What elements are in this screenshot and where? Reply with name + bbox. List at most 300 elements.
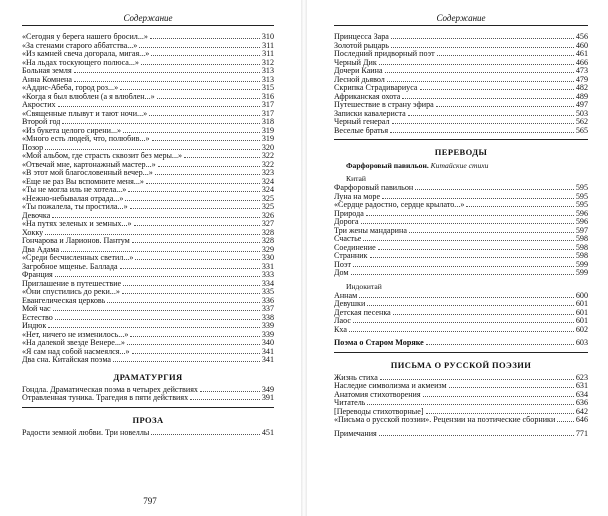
toc-entry [334,210,588,219]
dot-leader [151,55,260,56]
toc-entry-title: Последний придворный поэт [334,50,435,58]
toc-entry [334,76,588,85]
toc-entry [334,50,588,59]
toc-entry-title: «В этот мой благословенный вечер...» [22,169,153,177]
toc-entry-title: Странник [334,252,368,260]
toc-entry-page: 328 [261,236,274,245]
dot-leader [74,72,260,73]
toc-entry-title: Веселые братья [334,126,389,135]
toc-list [22,386,274,403]
toc-entry-page: 330 [261,253,274,262]
toc-entry [22,135,274,144]
toc-entry [334,261,588,270]
toc-entry-title: «Из камней свеча догорала, мигая...» [22,50,150,58]
dot-leader [55,276,260,277]
toc-entry-page: 339 [261,329,274,339]
toc-entry [22,246,274,255]
toc-entry-title: «Священные плывут и тают ночи...» [22,109,148,118]
group-label: Индокитай [346,281,382,291]
toc-entry [334,244,588,253]
toc-entry-page: 601 [575,307,588,317]
section-heading: ПРОЗА [132,414,164,425]
toc-entry-title: Гондла. Драматическая поэма в четырех действиях [22,385,198,394]
toc-entry-title: Два Адама [22,245,60,254]
toc-entry-title: Аннам [334,291,358,300]
dot-leader [52,217,260,218]
toc-entry [22,76,274,85]
toc-entry-page: 596 [575,208,588,218]
toc-entry [22,212,274,221]
toc-entry-title: Принцесса Зара [334,33,389,41]
toc-entry-title: Дочери Каина [334,67,383,75]
toc-entry [22,386,274,395]
toc-entry-page: 335 [261,287,274,296]
toc-entry-page: 349 [261,384,274,394]
dot-leader [53,310,260,311]
toc-entry [22,322,274,331]
toc-entry-page: 598 [575,242,588,252]
toc-entry-page: 311 [262,40,274,50]
toc-entry-page: 597 [575,225,588,235]
toc-entry-title: Луна на море [334,192,381,201]
toc-entry-page: 322 [261,151,274,160]
toc-entry-page: 329 [261,244,274,254]
toc-entry [334,101,588,110]
toc-entry-title: Наследие символизма и акмеизм [334,382,447,390]
toc-entry-page: 325 [261,193,274,203]
dot-leader [184,157,260,158]
dot-leader [45,149,260,150]
dot-leader [392,123,574,124]
toc-entry [22,305,274,314]
dot-leader [58,106,260,107]
dot-leader [134,225,260,226]
dot-leader [387,81,574,82]
toc-entry-title: Примечания [334,429,377,438]
toc-entry-page: 562 [575,117,588,126]
toc-entry [22,254,274,263]
toc-entry [22,297,274,306]
toc-entry-title: Приглашение в путешествие [22,279,122,288]
gutter [301,0,307,516]
toc-entry-page: 599 [575,268,588,277]
toc-entry-title: Африканская охота [334,92,401,101]
toc-entry [22,118,274,127]
dot-leader [353,322,574,323]
toc-entry-title: Путешествие в страну эфира [334,101,434,109]
toc-entry-title: «Мой альбом, где страсть сквозит без меры...» [22,152,183,160]
dot-leader [426,413,574,414]
toc-entry-title: Два сна. Китайская поэма [22,356,111,364]
dot-leader [359,297,574,298]
toc-entry-page: 317 [261,108,274,118]
toc-entry [334,93,588,102]
toc-entry [334,193,588,202]
toc-entry-page: 320 [261,142,274,152]
toc-entry [22,263,274,272]
dot-leader [74,81,260,82]
toc-list [334,374,588,425]
right-page [308,0,608,516]
toc-entry-title: Радости земной любви. Три новеллы [22,428,150,437]
dot-leader [391,38,574,39]
toc-entry [334,309,588,318]
toc-entry-title: «Много есть людей, что, полюбив...» [22,135,150,143]
toc-entry-page: 601 [575,316,588,325]
toc-entry-title: «На льдах тоскующего полюса...» [22,58,139,67]
dot-leader [437,55,574,56]
left-page [0,0,300,516]
toc-entry-title: «Нет, ничего не изменилось...» [22,330,129,339]
dot-leader [113,361,260,362]
toc-entry-page: 311 [262,49,274,58]
toc-entry [334,127,588,136]
toc-entry [22,186,274,195]
dot-leader [135,259,259,260]
toc-entry [334,292,588,301]
dot-leader [351,274,574,275]
section-heading: ПЕРЕВОДЫ [434,147,488,157]
toc-entry-page: 327 [261,219,274,228]
toc-entry-title: «Они спустились до реки...» [22,288,120,296]
toc-list [22,429,274,438]
toc-entry-page: 313 [261,66,274,75]
toc-entry [334,235,588,244]
dot-leader [363,240,573,241]
toc-entry-page: 634 [575,389,588,399]
dot-leader [130,208,260,209]
dot-leader [130,336,259,337]
toc-entry [22,203,274,212]
toc-entry-page: 324 [261,185,274,194]
dot-leader [141,64,260,65]
dot-leader [155,174,260,175]
toc-entry-page: 313 [261,74,274,84]
dot-leader [366,215,574,216]
toc-entry [334,416,588,425]
toc-entry [334,84,588,93]
toc-entry-page: 601 [575,299,588,308]
dot-leader [48,327,260,328]
toc-entry-page: 598 [575,234,588,243]
dot-leader [139,47,260,48]
divider [22,407,274,408]
toc-entry [334,382,588,391]
toc-entry-title: Жизнь стиха [334,373,378,382]
toc-entry-page: 497 [575,100,588,109]
dot-leader [466,206,573,207]
toc-entry-title: Три жены мандарина [334,226,407,235]
toc-entry-title: Девушки [334,300,366,308]
toc-entry [22,59,274,68]
dot-leader [120,89,260,90]
toc-entry [334,300,588,309]
toc-entry-page: 595 [575,200,588,209]
page-number: 797 [143,496,157,506]
toc-entry-page: 771 [575,428,588,438]
toc-entry-page: 460 [575,40,588,50]
toc-entry-page: 479 [575,74,588,84]
toc-entry-page: 315 [261,83,274,92]
toc-entry-page: 325 [261,202,274,211]
dot-leader [62,123,259,124]
toc-entry [22,195,274,204]
toc-entry [334,252,588,261]
running-head: Содержание [334,0,588,26]
toc-entry-page: 326 [261,210,274,220]
toc-entry-page: 595 [575,191,588,201]
toc-entry-page: 631 [575,381,588,390]
toc-entry [22,220,274,229]
toc-entry-page: 340 [261,338,274,347]
toc-entry-title: Фарфоровый павильон [334,184,414,192]
dot-leader [353,266,574,267]
toc-entry-title: Загробное мщенье. Баллада [22,262,118,271]
toc-entry-page: 636 [575,398,588,407]
dot-leader [426,344,574,345]
toc-entry-page: 339 [261,321,274,330]
toc-entry-title: «Нежно-небывалая отрада...» [22,194,124,203]
toc-entry-page: 473 [575,66,588,75]
toc-entry [334,227,588,236]
toc-entry [22,169,274,178]
toc-list [334,339,588,348]
toc-entry-title: Девочка [22,211,51,220]
toc-list [22,26,274,365]
toc-entry-title: Больная земля [22,67,72,75]
toc-entry [22,356,274,365]
toc-entry [22,110,274,119]
toc-entry-title: Хокку [22,228,44,237]
toc-entry-page: 328 [261,227,274,237]
toc-entry [22,429,274,438]
divider [334,139,588,140]
toc-entry-page: 319 [261,134,274,143]
dot-leader [61,251,260,252]
toc-entry [334,374,588,383]
toc-entry [22,314,274,323]
toc-entry-title: Гончарова и Ларионов. Пантум [22,237,130,245]
dot-leader [423,396,574,397]
toc-entry-page: 310 [261,32,274,41]
toc-list [334,26,588,135]
toc-entry [22,67,274,76]
toc-entry [22,144,274,153]
toc-entry-title: Поэт [334,260,352,269]
running-head: Содержание [22,0,274,26]
dot-leader [402,98,573,99]
dot-leader [158,166,260,167]
toc-entry [334,339,588,348]
toc-entry [334,42,588,51]
dot-leader [382,198,574,199]
dot-leader [449,387,574,388]
toc-entry-page: 337 [261,304,274,313]
toc-entry-page: 642 [575,406,588,416]
dot-leader [557,421,574,422]
toc-entry [334,184,588,193]
toc-entry-title: Счастье [334,235,362,243]
dot-leader [379,435,574,436]
toc-entry-title: «Сегодня у берега нашего бросил...» [22,33,148,41]
dot-leader [380,379,574,380]
toc-entry-page: 391 [261,393,274,402]
toc-entry-title: Второй год [22,118,61,126]
dot-leader [393,314,574,315]
dot-leader [415,189,574,190]
toc-entry-title: «Из букета целого сирени...» [22,126,122,135]
toc-entry-title: «Я сам над собой насмеялся...» [22,347,130,356]
toc-entry-title: Естество [22,313,53,322]
dot-leader [157,98,260,99]
dot-leader [349,331,574,332]
toc-entry-page: 602 [575,324,588,334]
toc-entry [334,201,588,210]
toc-entry-page: 466 [575,57,588,67]
toc-entry-title: «На далекой звезде Венере...» [22,339,125,347]
divider [334,352,588,353]
toc-entry-title: Евангелическая церковь [22,296,106,305]
dot-leader [200,391,260,392]
section-heading: ДРАМАТУРГИЯ [113,371,183,382]
toc-entry-title: «За стенами старого аббатства...» [22,41,138,50]
dot-leader [132,242,260,243]
toc-entry-page: 323 [261,168,274,177]
dot-leader [132,353,260,354]
toc-entry-page: 338 [261,312,274,322]
toc-entry-page: 461 [575,49,588,58]
toc-entry-title: Золотой рыцарь [334,41,389,50]
toc-entry-page: 456 [575,32,588,41]
toc-entry [22,288,274,297]
toc-entry-page: 312 [261,57,274,67]
dot-leader [146,183,260,184]
toc-entry-page: 322 [261,159,274,169]
toc-entry-title: «Письма о русской поэзии». Рецензии на поэтические сборники [334,416,556,424]
toc-entry-page: 319 [261,125,274,135]
toc-entry [22,42,274,51]
dot-leader [361,223,574,224]
dot-leader [420,89,574,90]
dot-leader [123,285,260,286]
toc-entry-page: 482 [575,83,588,92]
toc-entry [22,101,274,110]
toc-entry [22,93,274,102]
toc-entry-page: 623 [575,372,588,382]
toc-entry-page: 331 [261,261,274,271]
toc-entry-title: Дорога [334,218,359,226]
toc-entry-page: 318 [261,117,274,126]
toc-entry-page: 503 [575,108,588,118]
subsection-title-main: Фарфоровый павильон. [346,161,429,170]
toc-entry-page: 596 [575,217,588,226]
toc-list [334,184,588,278]
toc-entry-title: Анатомия стихотворения [334,390,421,399]
dot-leader [151,434,260,435]
toc-entry-title: Природа [334,209,364,218]
toc-list [334,292,588,335]
toc-entry-title: Дом [334,269,349,277]
toc-entry-page: 324 [261,176,274,186]
toc-entry [22,33,274,42]
toc-entry [334,118,588,127]
toc-entry-title: Читатель [334,399,366,407]
toc-entry-title: «Когда я был влюблен (а я влюблен...» [22,92,155,101]
toc-entry-title: Лаос [334,317,351,325]
toc-entry-page: 595 [575,183,588,192]
toc-entry-title: «Среди бесчисленных светил...» [22,254,134,262]
toc-entry [22,229,274,238]
toc-entry [22,348,274,357]
toc-entry [334,326,588,335]
dot-leader [120,268,260,269]
toc-entry [22,237,274,246]
toc-list [334,430,588,439]
dot-leader [190,399,260,400]
subsection-title-sub: Китайские стихи [430,161,489,170]
toc-entry-page: 599 [575,259,588,269]
toc-entry-title: Отравленная туника. Трагедия в пяти действиях [22,394,189,402]
toc-entry-page: 333 [261,270,274,279]
dot-leader [152,140,260,141]
toc-entry-title: Скрипка Страдивариуса [334,84,418,92]
toc-entry-page: 600 [575,290,588,300]
toc-entry [22,331,274,340]
toc-entry-title: «Сердце радостно, сердце крылато...» [334,201,465,209]
toc-entry-page: 489 [575,91,588,101]
toc-entry-title: Анна Комнена [22,75,72,84]
toc-entry-page: 646 [575,415,588,424]
toc-entry-title: Лесной дьявол [334,75,385,84]
toc-entry [334,408,588,417]
dot-leader [123,132,260,133]
group-label: Китай [346,174,366,183]
toc-entry [334,269,588,278]
toc-entry [22,161,274,170]
toc-entry [334,218,588,227]
dot-leader [367,305,574,306]
section-heading: ПИСЬМА О РУССКОЙ ПОЭЗИИ [390,359,532,370]
toc-entry [334,110,588,119]
toc-entry-title: «Еще не раз Вы вспомните меня...» [22,177,144,186]
toc-entry-page: 334 [261,278,274,288]
dot-leader [390,132,574,133]
toc-entry [22,271,274,280]
dot-leader [127,344,260,345]
dot-leader [128,191,260,192]
toc-entry-title: «На путях зеленых и земных...» [22,220,132,228]
toc-entry [22,84,274,93]
toc-entry-title: [Переводы стихотворные] [334,407,424,416]
toc-entry [334,33,588,42]
toc-entry-page: 341 [261,355,274,364]
toc-entry-page: 603 [575,338,588,347]
dot-leader [391,47,574,48]
toc-entry [22,178,274,187]
toc-entry-page: 451 [261,427,274,437]
toc-entry-title: Индюк [22,322,47,330]
toc-entry-title: Соединение [334,243,376,252]
toc-entry-title: Поэма о Старом Моряке [334,339,424,347]
toc-entry-title: Черный генерал [334,118,390,126]
toc-entry [334,391,588,400]
toc-entry-title: Кха [334,325,347,334]
toc-entry-title: Мой час [22,305,51,313]
toc-entry-title: Франция [22,271,53,279]
toc-entry-title: Черный Дик [334,58,377,67]
toc-entry [22,50,274,59]
dot-leader [436,106,574,107]
